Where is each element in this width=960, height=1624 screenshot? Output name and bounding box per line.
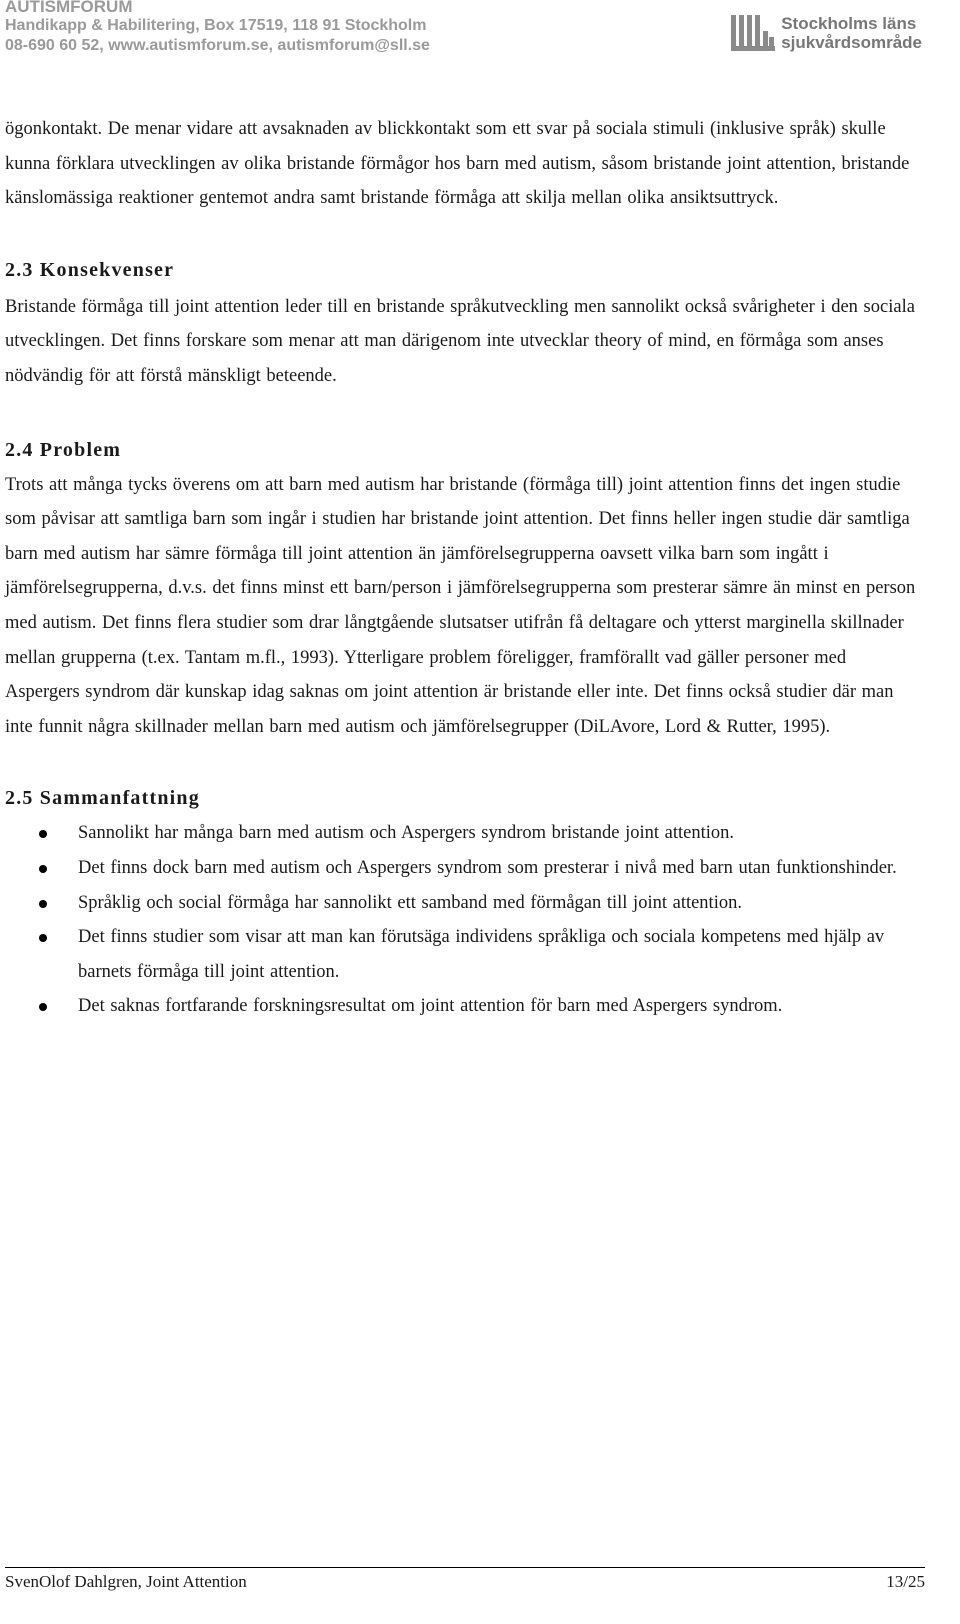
bullet-item [5, 920, 925, 989]
bullet-icon [39, 865, 47, 873]
bullet-icon [39, 1003, 47, 1011]
bullet-text: Det finns dock barn med autism och Aspergers syndrom som presterar i nivå med barn utan funktionshinder. [78, 857, 897, 878]
logo-text [781, 14, 922, 52]
bullet-text: Det saknas fortfarande forskningsresultat om joint attention för barn med Aspergers syndrom. [78, 996, 783, 1017]
bullet-icon [39, 830, 47, 838]
footer-page-number: 13/25 [886, 1572, 925, 1591]
section-heading-2-4: 2.4 Problem [5, 438, 122, 461]
logo-text-line-1: Stockholms läns [781, 14, 917, 33]
org-contact: 08-690 60 52, www.autismforum.se, autismforum@sll.se [5, 37, 430, 54]
section-2-4-paragraph: Trots att många tycks överens om att barn med autism har bristande (förmåga till) joint attention finns det ingen studie som påvisar att samtliga barn som ingår i studien har bristande joint attention. Det finns heller ingen studie där samtliga barn med autism har sämre förmåga till joint attention än jämförelsegrupperna oavsett vilka barn som ingått i jämförelsegrupperna, d.v.s. det finns minst ett barn/person i jämförelsegrupperna som presterar sämre än minst en person med autism. Det finns flera studier som drar långtgående slutsatser utifrån få deltagare och ytterst marginella skillnader mellan grupperna (t.ex. Tantam m.fl., 1993). Ytterligare problem föreligger, framförallt vad gäller personer med Aspergers syndrom där kunskap idag saknas om joint attention är bristande eller inte. Det finns också studier där man inte funnit några skillnader mellan barn med autism och jämförelsegrupper (DiLAvore, Lord & Rutter, 1995). [5, 474, 916, 737]
intro-paragraph: ögonkontakt. De menar vidare att avsaknaden av blickkontakt som ett svar på sociala stimuli (inklusive språk) skulle kunna förklara utvecklingen av olika bristande förmågor hos barn med autism, såsom bristande joint attention, bristande känslomässiga reaktioner gentemot andra samt bristande förmåga att skilja mellan olika ansiktsuttryck. [5, 119, 910, 209]
bullet-icon [39, 934, 47, 942]
logo-text-line-2: sjukvårdsområde [781, 33, 922, 52]
sll-logo [729, 12, 922, 54]
bullet-text: Språklig och social förmåga har sannolikt ett samband med förmågan till joint attention. [78, 892, 742, 913]
section-2-3-paragraph: Bristande förmåga till joint attention leder till en bristande språkutveckling men sannolikt också svårigheter i den sociala utvecklingen. Det finns forskare som menar att man därigenom inte utvecklar theory of mind, en förmåga som anses nödvändig för att förstå mänskligt beteende. [5, 296, 915, 386]
section-heading-2-3: 2.3 Konsekvenser [5, 258, 175, 281]
org-name: AUTISMFORUM [5, 0, 133, 16]
bullet-icon [39, 900, 47, 908]
bullet-text: Det finns studier som visar att man kan förutsäga individens språkliga och sociala kompetens med hjälp av barnets förmåga till joint attention. [78, 927, 885, 982]
bullet-item [5, 989, 925, 1024]
bullet-text: Sannolikt har många barn med autism och Aspergers syndrom bristande joint attention. [78, 823, 734, 844]
summary-bullet-list [5, 816, 925, 1024]
sll-logo-icon [729, 13, 775, 53]
org-address: Handikapp & Habilitering, Box 17519, 118 91 Stockholm [5, 17, 427, 34]
footer-divider [5, 1567, 925, 1568]
page-header [0, 0, 960, 70]
bullet-item [5, 816, 925, 851]
bullet-item [5, 851, 925, 886]
page-footer [5, 1572, 925, 1592]
section-heading-2-5: 2.5 Sammanfattning [5, 787, 200, 810]
bullet-item [5, 886, 925, 921]
document-content [5, 112, 925, 1024]
footer-author-title: SvenOlof Dahlgren, Joint Attention [5, 1572, 247, 1591]
